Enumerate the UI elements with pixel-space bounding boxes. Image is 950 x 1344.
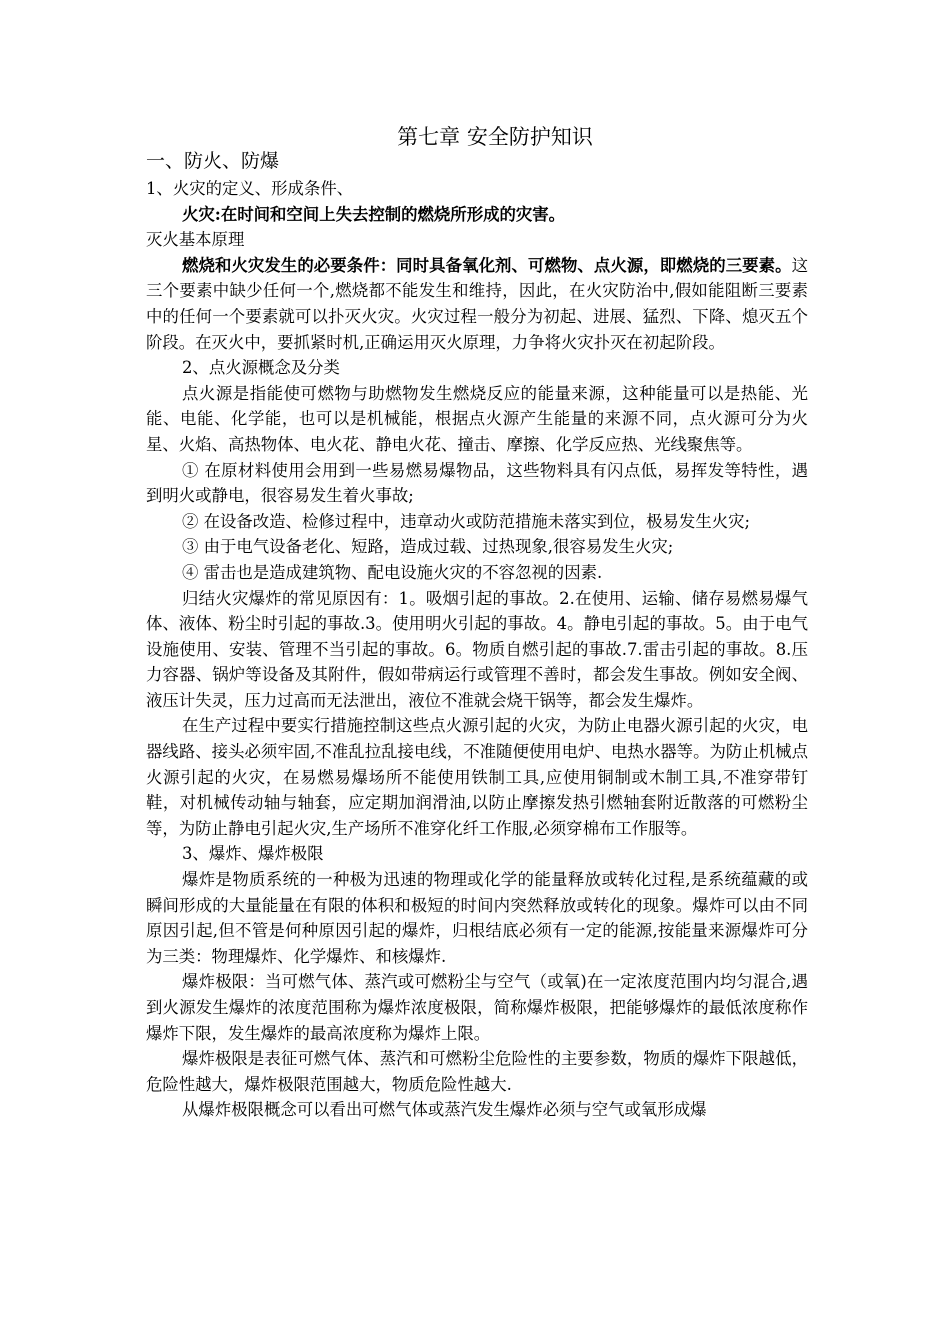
subheading-fire-definition: 1、火灾的定义、形成条件、 <box>146 179 354 198</box>
paragraph-control-measures: 在生产过程中要实行措施控制这些点火源引起的火灾，为防止电器火源引起的火灾，电器线路、接头必须牢固,不准乱拉乱接电线，不准随便使用电炉、电热水器等。为防止机械点火源引起的火灾，在易燃易爆场所不能使用铁制工具,应使用铜制或木制工具,不准穿带钉鞋，对机械传动轴与轴套，应定期加润滑油,以防止摩擦发热引燃轴套附近散落的可燃粉尘等，为防止静电引起火灾,生产场所不准穿化纤工作服,必须穿棉布工作服等。 <box>146 716 808 838</box>
paragraph-combustion-elements <box>146 253 808 355</box>
document-body <box>146 176 808 1123</box>
paragraph-common-causes: 归结火灾爆炸的常见原因有：1。吸烟引起的事故。2.在使用、运输、储存易燃易爆气体、液体、粉尘时引起的事故.3。使用明火引起的事故。4。静电引起的事故。5。由于电气设施使用、安装、管理不当引起的事故。6。物质自燃引起的事故.7.雷击引起的事故。8.压力容器、锅炉等设备及其附件，假如带病运行或管理不善时，都会发生事故。例如安全阀、液压计失灵，压力过高而无法泄出，液位不准就会烧干锅等，都会发生爆炸。 <box>146 588 808 710</box>
fire-definition: 火灾:在时间和空间上失去控制的燃烧所形成的灾害。 <box>182 204 566 224</box>
subheading-extinguish-principle: 灭火基本原理 <box>146 230 245 250</box>
paragraph-explosion-limit: 爆炸极限：当可燃气体、蒸汽或可燃粉尘与空气（或氧)在一定浓度范围内均匀混合,遇到火源发生爆炸的浓度范围称为爆炸浓度极限，简称爆炸极限，把能够爆炸的最低浓度称作爆炸下限，发生爆炸的最高浓度称为爆炸上限。 <box>146 972 808 1043</box>
chapter-title: 第七章 安全防护知识 <box>397 125 593 149</box>
paragraph-last: 从爆炸极限概念可以看出可燃气体或蒸汽发生爆炸必须与空气或氧形成爆 <box>182 1100 707 1120</box>
paragraph-ignition-source: 点火源是指能使可燃物与助燃物发生燃烧反应的能量来源，这种能量可以是热能、光能、电能、化学能，也可以是机械能，根据点火源产生能量的来源不同，点火源可分为火星、火焰、高热物体、电火花、静电火花、撞击、摩擦、化学反应热、光线聚焦等。 <box>146 383 808 454</box>
list-item-1: ① 在原材料使用会用到一些易燃易爆物品，这些物料具有闪点低，易挥发等特性，遇到明火或静电，很容易发生着火事故; <box>146 460 808 506</box>
section-heading-fire-explosion: 一、防火、防爆 <box>146 150 280 172</box>
combustion-elements-bold: 燃烧和火灾发生的必要条件：同时具备氧化剂、可燃物、点火源，即燃烧的三要素。 <box>182 255 792 275</box>
list-item-4: ④ 雷击也是造成建筑物、配电设施火灾的不容忽视的因素. <box>182 562 603 582</box>
list-item-2: ② 在设备改造、检修过程中，违章动火或防范措施未落实到位，极易发生火灾; <box>182 511 751 531</box>
subheading-explosion: 3、爆炸、爆炸极限 <box>182 844 324 864</box>
combustion-elements-text: 这三个要素中缺少任何一个,燃烧都不能发生和维持，因此，在火灾防治中,假如能阻断三要素中的任何一个要素就可以扑灭火灾。火灾过程一般分为初起、进展、猛烈、下降、熄灭五个阶段。在灭火中，要抓紧时机,正确运用灭火原理，力争将火灾扑灭在初起阶段。 <box>146 255 808 352</box>
paragraph-explosion: 爆炸是物质系统的一种极为迅速的物理或化学的能量释放或转化过程,是系统蕴藏的或瞬间形成的大量能量在有限的体积和极短的时间内突然释放或转化的现象。爆炸可以由不同原因引起,但不管是何种原因引起的爆炸，归根结底必须有一定的能源,按能量来源爆炸可分为三类：物理爆炸、化学爆炸、和核爆炸. <box>146 870 808 966</box>
subheading-ignition-source: 2、点火源概念及分类 <box>182 358 340 378</box>
paragraph-limit-parameter: 爆炸极限是表征可燃气体、蒸汽和可燃粉尘危险性的主要参数，物质的爆炸下限越低，危险性越大，爆炸极限范围越大，物质危险性越大. <box>146 1049 808 1094</box>
list-item-3: ③ 由于电气设备老化、短路，造成过载、过热现象,很容易发生火灾; <box>182 537 674 557</box>
